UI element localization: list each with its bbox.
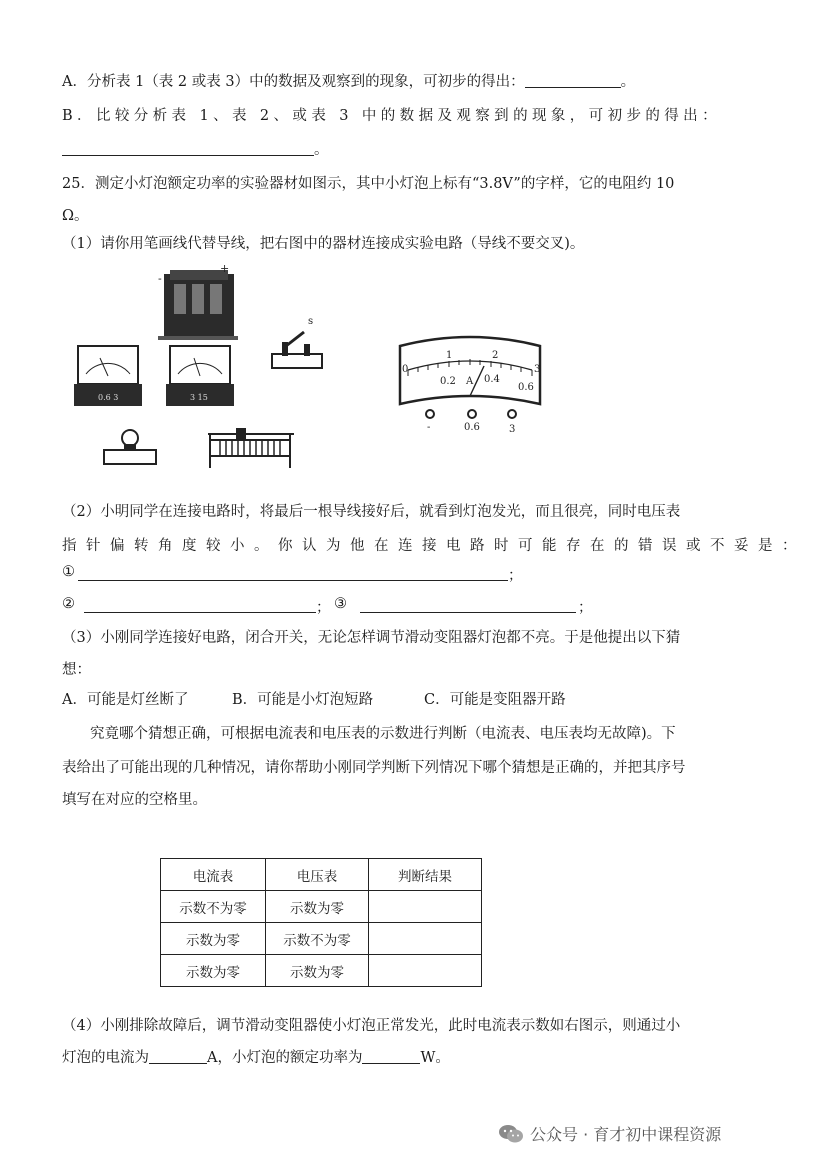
answer-line-2: ② <box>62 596 75 612</box>
table-row <box>161 891 482 923</box>
dial-top-3: 3 <box>534 364 541 375</box>
line-a-text: A．分析表 1（表 2 或表 3）中的数据及观察到的现象，可初步的得出： <box>62 74 525 90</box>
bulb-icon <box>104 430 156 464</box>
dial-top-2: 2 <box>492 350 499 361</box>
table-header-voltmeter: 电压表 <box>266 859 369 891</box>
battery-plus-label: + <box>220 262 230 275</box>
voltmeter-device-icon <box>166 346 234 406</box>
current-blank[interactable] <box>149 1062 207 1064</box>
voltmeter-device-terminals: 3 15 <box>190 393 208 402</box>
footer-text: 公众号 · 育才初中课程资源 <box>530 1125 722 1144</box>
wechat-icon <box>498 1124 524 1144</box>
table-cell: 示数为零 <box>161 923 266 955</box>
guess-b: B．可能是小灯泡短路 <box>232 692 374 708</box>
line-b-answer <box>62 138 329 159</box>
line-b-text: B．比较分析表 1、表 2、或表 3 中的数据及观察到的现象，可初步的得出： <box>62 108 721 124</box>
table-cell: 示数不为零 <box>161 891 266 923</box>
line-a-suffix: 。 <box>620 74 636 90</box>
terminal-minus: - <box>427 422 431 433</box>
circuit-equipment-figure <box>60 262 560 477</box>
q25-part-4-line-2 <box>62 1046 450 1067</box>
q25-part-3-line-1: （3）小刚同学连接好电路，闭合开关，无论怎样调节滑动变阻器灯泡都不亮。于是他提出以下猜 <box>62 630 681 646</box>
q25-part-2-line-2-text: 指针偏转角度较小。你认为他在连接电路时可能存在的错误或不妥是： <box>62 538 806 554</box>
answer-blank-b[interactable] <box>62 154 314 156</box>
guess-c: C．可能是变阻器开路 <box>424 692 566 708</box>
q25-part-2-line-1: （2）小明同学在连接电路时，将最后一根导线接好后，就看到灯泡发光，而且很亮，同时电压表 <box>62 504 681 520</box>
table-header-ammeter: 电流表 <box>161 859 266 891</box>
table-header-result: 判断结果 <box>369 859 482 891</box>
paragraph-line-2: 表给出了可能出现的几种情况，请你帮助小刚同学判断下列情况下哪个猜想是正确的，并把其序号 <box>62 760 686 776</box>
answer-blank-3[interactable] <box>360 612 576 613</box>
q4-text-a: 灯泡的电流为 <box>62 1050 149 1066</box>
battery-minus-label: - <box>158 272 162 285</box>
rheostat-icon <box>208 428 294 468</box>
answer-line-3-semi: ； <box>578 600 593 616</box>
dial-unit-label: A <box>466 376 474 387</box>
power-blank[interactable] <box>362 1062 420 1064</box>
line-b <box>62 104 775 125</box>
guess-a: A．可能是灯丝断了 <box>62 692 189 708</box>
meter-judgement-table <box>160 858 482 987</box>
answer-blank-2[interactable] <box>84 612 316 613</box>
result-cell[interactable] <box>369 923 482 955</box>
q25-part-2-line-2 <box>62 534 806 555</box>
q25-line-1: 25．测定小灯泡额定功率的实验器材如图示，其中小灯泡上标有“3.8V”的字样，它的电阻约 10 <box>62 176 675 192</box>
answer-line-1 <box>62 564 75 580</box>
ammeter-device-terminals: 0.6 3 <box>98 393 119 402</box>
table-row <box>161 955 482 987</box>
circle-1-label: ① <box>62 564 75 580</box>
table-cell: 示数为零 <box>161 955 266 987</box>
q25-part-1: （1）请你用笔画线代替导线，把右图中的器材连接成实验电路（导线不要交叉)。 <box>62 236 585 252</box>
q25-part-3-line-2: 想： <box>62 662 91 678</box>
dial-bottom-0-4: 0.4 <box>484 374 500 385</box>
result-cell[interactable] <box>369 891 482 923</box>
table-cell: 示数不为零 <box>266 923 369 955</box>
switch-label: s <box>308 316 314 327</box>
result-cell[interactable] <box>369 955 482 987</box>
table-row <box>161 923 482 955</box>
footer-watermark <box>498 1122 721 1145</box>
dial-bottom-0-6: 0.6 <box>518 382 534 393</box>
answer-line-1-semi: ； <box>508 568 523 584</box>
answer-blank-a[interactable] <box>525 86 621 88</box>
paragraph-line-1: 究竟哪个猜想正确，可根据电流表和电压表的示数进行判断（电流表、电压表均无故障)。下 <box>90 726 676 742</box>
dial-bottom-0-2: 0.2 <box>440 376 456 387</box>
paragraph-line-3: 填写在对应的空格里。 <box>62 792 207 808</box>
table-cell: 示数为零 <box>266 955 369 987</box>
ammeter-dial-icon <box>400 337 540 435</box>
answer-line-3: ③ <box>334 596 347 612</box>
line-a <box>62 70 635 91</box>
answer-line-2-semi: ； <box>316 600 331 616</box>
q4-text-b: A，小灯泡的额定功率为 <box>207 1050 363 1066</box>
terminal-3: 3 <box>509 424 516 435</box>
q25-part-4-line-1: （4）小刚排除故障后，调节滑动变阻器使小灯泡正常发光，此时电流表示数如右图示，则通过小 <box>62 1018 681 1034</box>
q25-line-2: Ω。 <box>62 208 89 224</box>
terminal-0-6: 0.6 <box>464 422 480 433</box>
dial-top-1: 1 <box>446 350 453 361</box>
dial-top-0: 0 <box>402 364 409 375</box>
line-b-suffix: 。 <box>314 142 329 158</box>
q4-text-c: W。 <box>420 1050 450 1066</box>
table-cell: 示数为零 <box>266 891 369 923</box>
answer-blank-1[interactable] <box>78 580 508 581</box>
switch-icon <box>272 316 322 368</box>
battery-icon <box>158 262 238 340</box>
table-header-row <box>161 859 482 891</box>
ammeter-device-icon <box>74 346 142 406</box>
